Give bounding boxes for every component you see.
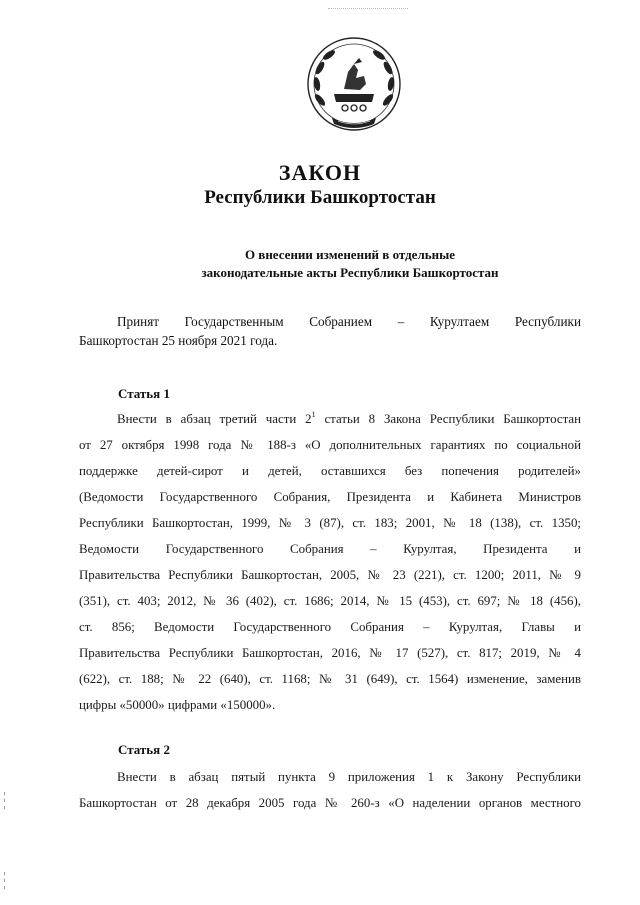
text-fragment: статьи 8 Закона Республики Башкортостан — [315, 412, 581, 426]
coat-of-arms-emblem — [304, 34, 404, 134]
article-1-line: (351), ст. 403; 2012, № 36 (402), ст. 1686; 2014, № 15 (453), ст. 697; № 18 (456), — [79, 594, 581, 608]
adoption-statement — [79, 312, 581, 350]
article-1-line: Ведомости Государственного Собрания – Курултая, Президента и — [79, 542, 581, 556]
article-1-line: Республики Башкортостан, 1999, № 3 (87), ст. 183; 2001, № 18 (138), ст. 1350; — [79, 516, 581, 530]
text-fragment: Внести в абзац третий части 2 — [117, 412, 312, 426]
article-2-line: Внести в абзац пятый пункта 9 приложения 1 к Закону Республики — [117, 770, 581, 784]
article-1-body — [79, 406, 581, 718]
article-2-line: Башкортостан от 28 декабря 2005 года № 260-з «О наделении органов местного — [79, 796, 581, 810]
adoption-line-1: Принят Государственным Собранием – Курултаем Республики — [117, 314, 581, 329]
law-subject-line-1: О внесении изменений в отдельные — [244, 247, 456, 262]
article-1-line: ст. 856; Ведомости Государственного Собрания – Курултая, Главы и — [79, 620, 581, 634]
law-subject — [150, 246, 550, 282]
adoption-line-2: Башкортостан 25 ноября 2021 года. — [79, 333, 278, 348]
article-1-line: поддержке детей-сирот и детей, оставшихся без попечения родителей» — [79, 464, 581, 478]
law-subject-line-2: законодательные акты Республики Башкортостан — [201, 265, 499, 280]
article-2-title: Статья 2 — [118, 742, 170, 757]
scan-artifact — [4, 792, 6, 813]
article-1-line: Правительства Республики Башкортостан, 2016, № 17 (527), ст. 817; 2019, № 4 — [79, 646, 581, 660]
article-1-line: от 27 октября 1998 года № 188-з «О дополнительных гарантиях по социальной — [79, 438, 581, 452]
superscript: 1 — [311, 410, 316, 419]
republic-title: Республики Башкортостан — [204, 187, 436, 208]
article-1-line: цифры «50000» цифрами «150000». — [79, 698, 276, 712]
article-1-line: Правительства Республики Башкортостан, 2005, № 23 (221), ст. 1200; 2011, № 9 — [79, 568, 581, 582]
article-2-body — [79, 764, 581, 816]
article-1-line: (622), ст. 188; № 22 (640), ст. 1168; № 31 (649), ст. 1564) изменение, заменив — [79, 672, 581, 686]
scan-artifact — [328, 8, 408, 11]
article-1-line — [79, 406, 581, 432]
scan-artifact — [4, 872, 6, 893]
article-1-title: Статья 1 — [118, 386, 170, 401]
article-1-line: (Ведомости Государственного Собрания, Президента и Кабинета Министров — [79, 490, 581, 504]
document-type-title: ЗАКОН — [278, 160, 362, 185]
